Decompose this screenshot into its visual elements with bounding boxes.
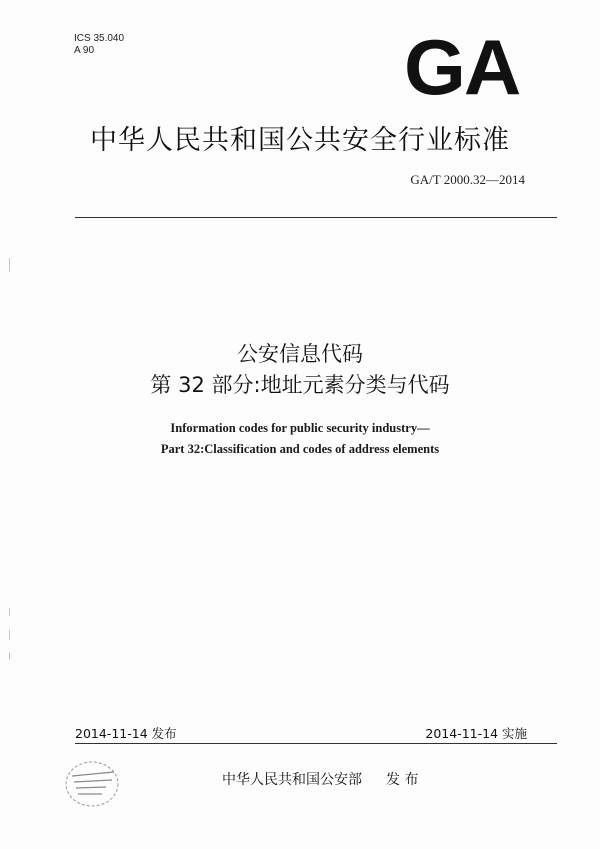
library-stamp-icon bbox=[62, 750, 126, 814]
bottom-divider bbox=[75, 743, 557, 744]
chinese-title-line-1: 公安信息代码 bbox=[237, 342, 363, 366]
chinese-title-line-2: 第 32 部分:地址元素分类与代码 bbox=[150, 373, 450, 397]
publisher-action: 发 布 bbox=[386, 772, 419, 788]
implementation-date: 2014-11-14 实施 bbox=[425, 726, 527, 741]
ccs-code: A 90 bbox=[74, 45, 95, 56]
ics-code: ICS 35.040 bbox=[74, 33, 125, 44]
ga-logo: GA bbox=[404, 23, 520, 111]
standard-category-title: 中华人民共和国公共安全行业标准 bbox=[90, 125, 510, 156]
english-title-line-2: Part 32:Classification and codes of address elements bbox=[160, 442, 440, 456]
publisher-name: 中华人民共和国公安部 bbox=[222, 772, 362, 788]
scan-mark bbox=[9, 258, 10, 272]
scan-mark bbox=[9, 630, 10, 640]
top-divider bbox=[75, 217, 557, 218]
issue-date: 2014-11-14 发布 bbox=[75, 726, 177, 741]
classification-codes bbox=[74, 33, 124, 57]
standard-number: GA/T 2000.32—2014 bbox=[410, 172, 525, 187]
scan-mark bbox=[9, 608, 10, 616]
english-title-line-1: Information codes for public security industry— bbox=[170, 421, 430, 435]
publisher bbox=[222, 769, 418, 789]
scan-mark bbox=[9, 652, 10, 660]
